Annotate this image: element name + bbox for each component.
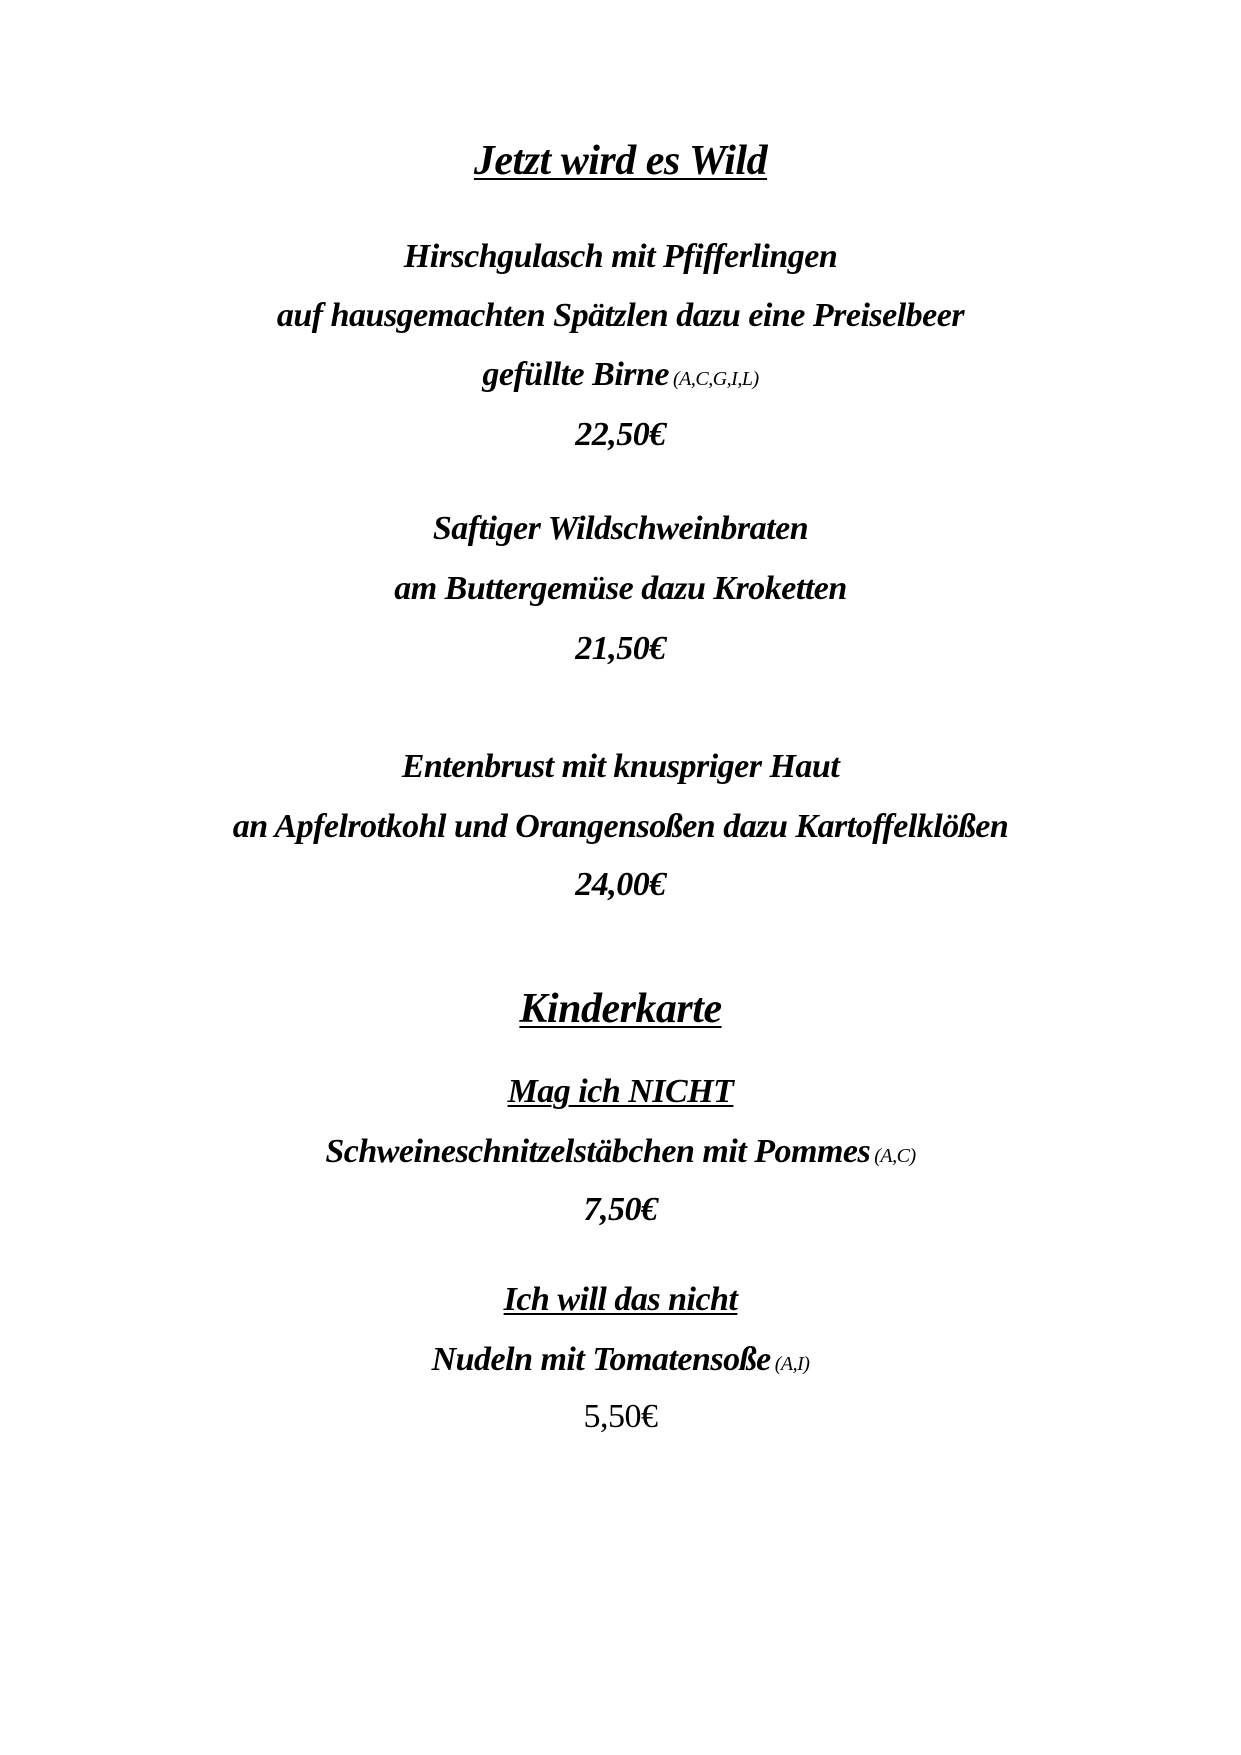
dish-line: auf hausgemachten Spätzlen dazu eine Preiselbeer bbox=[276, 297, 965, 334]
dish-line: Entenbrust mit knuspriger Haut bbox=[401, 748, 840, 785]
kids-item-subtitle: Ich will das nicht bbox=[503, 1281, 738, 1318]
dish-line: an Apfelrotkohl und Orangensoßen dazu Kartoffelklößen bbox=[232, 808, 1009, 845]
kids-item-subtitle: Mag ich NICHT bbox=[507, 1073, 734, 1110]
dish-price: 21,50€ bbox=[575, 630, 666, 667]
dish-line: gefüllte Birne bbox=[482, 356, 669, 393]
dish-price: 5,50€ bbox=[583, 1398, 658, 1435]
dish-line: Schweineschnitzelstäbchen mit Pommes bbox=[325, 1133, 871, 1170]
dish-line: Saftiger Wildschweinbraten bbox=[432, 510, 809, 547]
dish-price: 24,00€ bbox=[575, 866, 666, 903]
section-title-kinderkarte: Kinderkarte bbox=[519, 986, 722, 1032]
dish-line-with-allergens bbox=[0, 1343, 1241, 1377]
dish-price: 22,50€ bbox=[575, 416, 666, 453]
dish-line-with-allergens bbox=[0, 358, 1241, 392]
allergen-codes: (A,C,G,I,L) bbox=[673, 368, 759, 390]
allergen-codes: (A,C) bbox=[874, 1145, 916, 1167]
allergen-codes: (A,I) bbox=[774, 1353, 810, 1375]
dish-line-with-allergens bbox=[0, 1135, 1241, 1169]
dish-line: Hirschgulasch mit Pfifferlingen bbox=[403, 238, 838, 275]
dish-price: 7,50€ bbox=[583, 1191, 658, 1228]
dish-line: am Buttergemüse dazu Kroketten bbox=[394, 570, 847, 607]
section-title-wild: Jetzt wird es Wild bbox=[473, 138, 768, 184]
dish-line: Nudeln mit Tomatensoße bbox=[431, 1341, 771, 1378]
